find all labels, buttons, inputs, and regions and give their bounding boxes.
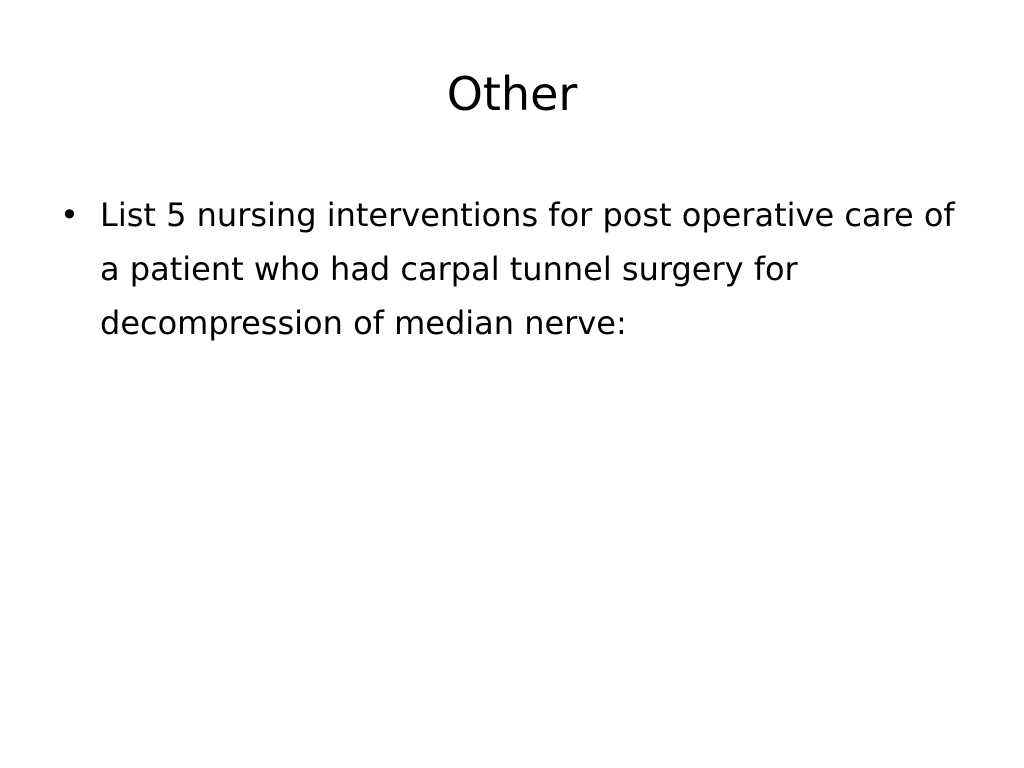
bullet-text: List 5 nursing interventions for post operative care of a patient who had carpal tunnel surgery for decompression of median nerve: [100, 196, 955, 342]
bullet-marker: • [60, 196, 79, 234]
bullet-item [58, 188, 958, 350]
bullet-list [58, 188, 958, 350]
slide-title: Other [446, 67, 578, 121]
